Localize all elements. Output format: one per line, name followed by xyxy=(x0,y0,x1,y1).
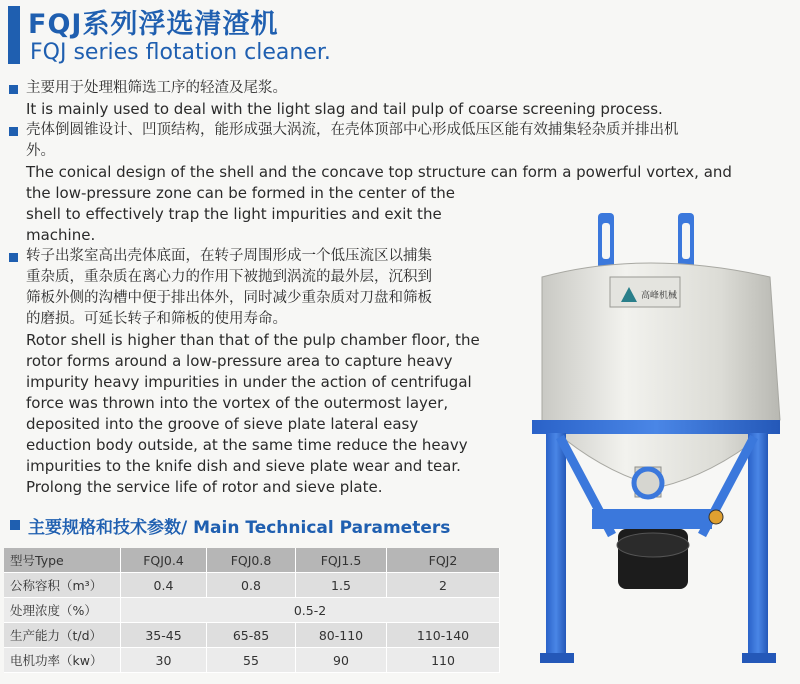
text-line: It is mainly used to deal with the light slag and tail pulp of coarse screening process. xyxy=(26,100,663,118)
params-title: 主要规格和技术参数/ Main Technical Parameters xyxy=(28,517,451,538)
text-line: 的磨损。可延长转子和筛板的使用寿命。 xyxy=(26,311,287,327)
table-cell: FQJ0.4 xyxy=(121,548,207,573)
text-line: deposited into the groove of sieve plate lateral easy xyxy=(26,415,419,433)
text-line: eduction body outside, at the same time reduce the heavy xyxy=(26,436,468,454)
support-ring xyxy=(532,420,780,434)
table-cell: 2 xyxy=(387,573,500,598)
table-cell: 35-45 xyxy=(121,623,207,648)
text-line: the low-pressure zone can be formed in the center of the xyxy=(26,184,455,202)
table-row xyxy=(4,648,500,673)
table-cell: 0.4 xyxy=(121,573,207,598)
text-line: impurity heavy impurities in under the action of centrifugal xyxy=(26,373,472,391)
foot-right xyxy=(742,653,776,663)
table-row xyxy=(4,598,500,623)
gauge-icon xyxy=(709,510,723,524)
table-cell: FQJ1.5 xyxy=(296,548,387,573)
text-line: 重杂质，重杂质在离心力的作用下被抛到涡流的最外层，沉积到 xyxy=(26,269,432,285)
table-cell: 80-110 xyxy=(296,623,387,648)
table-cell: 30 xyxy=(121,648,207,673)
text-line: force was thrown into the vortex of the outermost layer, xyxy=(26,394,449,412)
foot-left xyxy=(540,653,574,663)
tank-top-flange-right xyxy=(678,213,694,269)
bullet-1 xyxy=(9,85,18,94)
text-line: 外。 xyxy=(26,143,55,159)
bullet-3 xyxy=(9,253,18,262)
text-line: shell to effectively trap the light impurities and exit the xyxy=(26,205,442,223)
table-cell: 55 xyxy=(207,648,296,673)
nameplate-text: 高峰机械 xyxy=(641,291,678,301)
text-line: 筛板外侧的沟槽中便于排出体外，同时减少重杂质对刀盘和筛板 xyxy=(26,290,432,306)
text-line: The conical design of the shell and the concave top structure can form a powerful vortex, and xyxy=(26,163,732,181)
bullet-2 xyxy=(9,127,18,136)
title-en: FQJ series flotation cleaner. xyxy=(30,40,331,65)
text-line: 壳体倒圆锥设计、凹顶结构，能形成强大涡流，在壳体顶部中心形成低压区能有效捕集轻杂质并排出机 xyxy=(26,122,679,138)
title-cn: FQJ系列浮选清渣机 xyxy=(28,9,279,40)
belt-pulley xyxy=(617,533,689,557)
text-line: 转子出浆室高出壳体底面，在转子周围形成一个低压流区以捕集 xyxy=(26,248,432,264)
text-line: rotor forms around a low-pressure area to capture heavy xyxy=(26,352,453,370)
table-row xyxy=(4,573,500,598)
table-cell: 电机功率（kw） xyxy=(4,648,121,673)
text-line: Prolong the service life of rotor and sieve plate. xyxy=(26,478,383,496)
table-cell: 0.5-2 xyxy=(121,598,500,623)
base-plate xyxy=(592,509,712,529)
table-cell: 1.5 xyxy=(296,573,387,598)
machine-illustration xyxy=(520,205,792,675)
params-square-icon xyxy=(10,520,20,530)
table-cell: 处理浓度（%） xyxy=(4,598,121,623)
text-line: machine. xyxy=(26,226,96,244)
tank-top-flange-left xyxy=(598,213,614,269)
leg-right xyxy=(748,433,768,661)
table-cell: 生产能力（t/d） xyxy=(4,623,121,648)
table-cell: 65-85 xyxy=(207,623,296,648)
text-line: impurities to the knife dish and sieve plate wear and tear. xyxy=(26,457,461,475)
table-cell: FQJ0.8 xyxy=(207,548,296,573)
table-cell: 110-140 xyxy=(387,623,500,648)
params-table xyxy=(4,548,500,673)
table-cell: 公称容积（m³） xyxy=(4,573,121,598)
text-line: 主要用于处理粗筛选工序的轻渣及尾浆。 xyxy=(26,80,287,96)
table-cell: 110 xyxy=(387,648,500,673)
table-header-row xyxy=(4,548,500,573)
table-row xyxy=(4,623,500,648)
text-line: Rotor shell is higher than that of the pulp chamber floor, the xyxy=(26,331,480,349)
leg-left xyxy=(546,433,566,661)
params-heading xyxy=(10,513,450,537)
title-accent-bar xyxy=(8,6,20,64)
table-cell: 型号Type xyxy=(4,548,121,573)
table-cell: FQJ2 xyxy=(387,548,500,573)
table-cell: 0.8 xyxy=(207,573,296,598)
table-cell: 90 xyxy=(296,648,387,673)
